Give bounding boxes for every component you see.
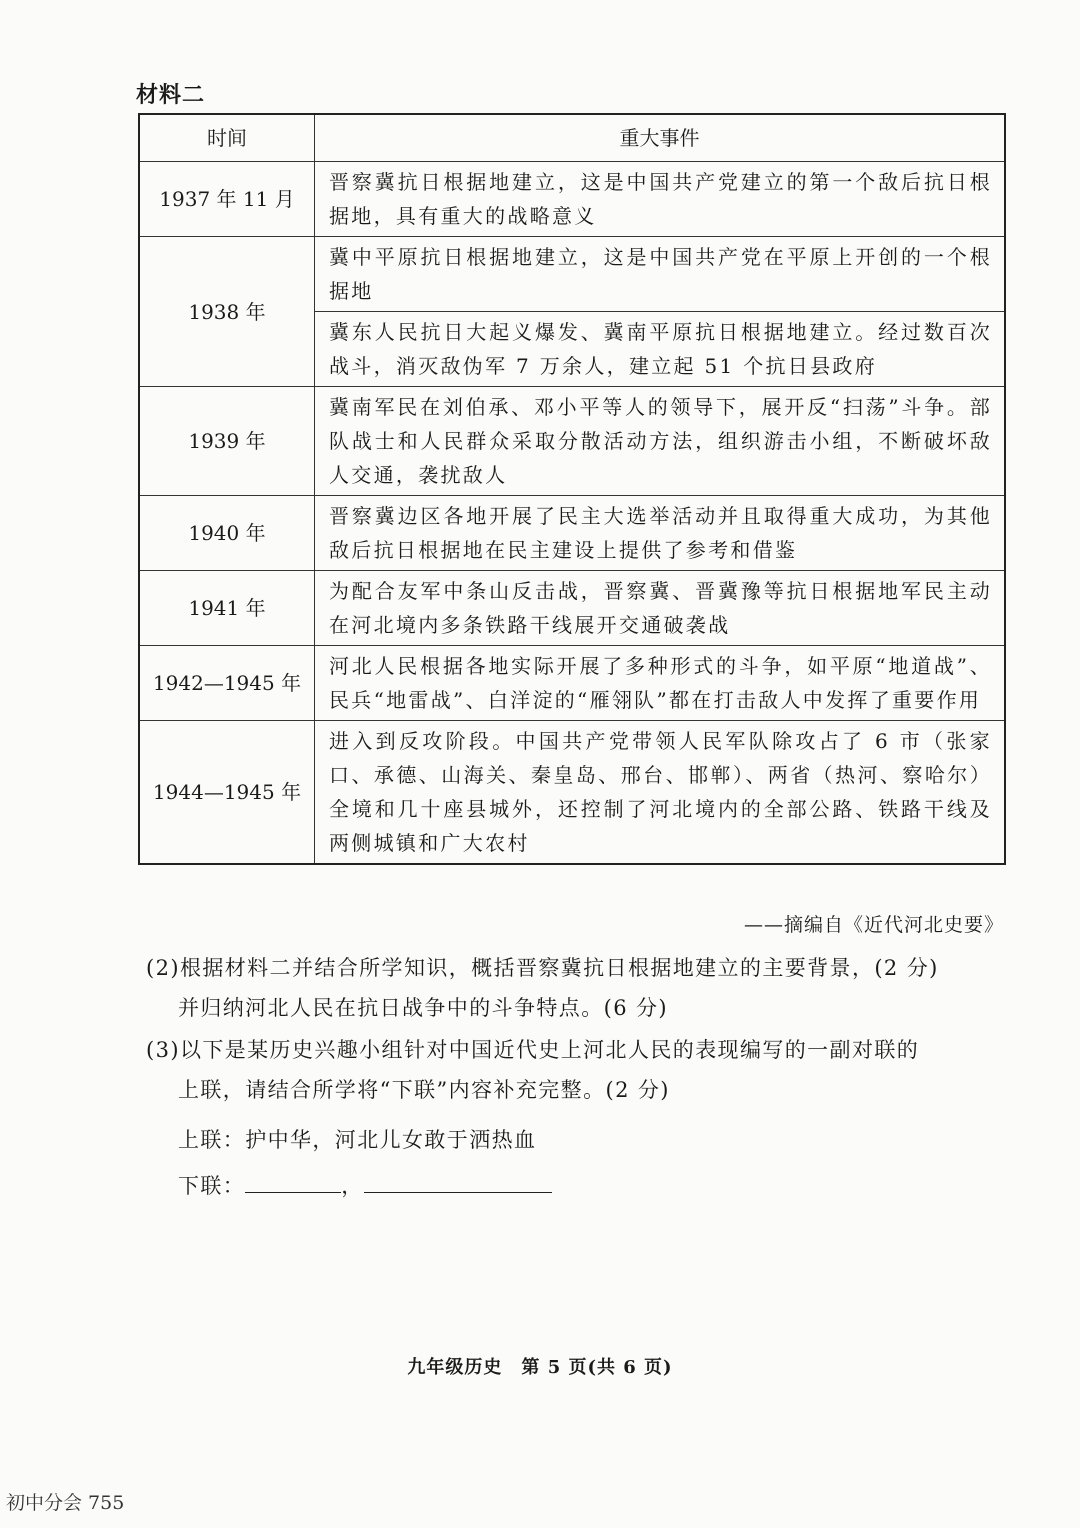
- question-2: [146, 948, 1004, 1028]
- event-cell: 河北人民根据各地实际开展了多种形式的斗争，如平原“地道战”、民兵“地雷战”、白洋淀的“雁翎队”都在打击敌人中发挥了重要作用: [315, 646, 1006, 721]
- time-cell: 1942—1945 年: [139, 646, 315, 721]
- event-cell: 为配合友军中条山反击战，晋察冀、晋冀豫等抗日根据地军民主动在河北境内多条铁路干线展开交通破袭战: [315, 571, 1006, 646]
- table-row: [139, 387, 1005, 496]
- question-3: [146, 1030, 1004, 1110]
- couplet-lower: [178, 1170, 552, 1200]
- page-footer: 九年级历史 第 5 页(共 6 页): [407, 1357, 673, 1378]
- couplet-upper: 上联：护中华，河北儿女敢于洒热血: [178, 1128, 537, 1152]
- source-citation: ——摘编自《近代河北史要》: [743, 914, 1004, 936]
- watermark-text: 初中分会 755: [6, 1492, 125, 1514]
- event-cell: 晋察冀抗日根据地建立，这是中国共产党建立的第一个敌后抗日根据地，具有重大的战略意义: [315, 162, 1006, 237]
- events-table: [138, 113, 1006, 865]
- event-cell: 晋察冀边区各地开展了民主大选举活动并且取得重大成功，为其他敌后抗日根据地在民主建设上提供了参考和借鉴: [315, 496, 1006, 571]
- answer-blank-2[interactable]: [364, 1170, 552, 1193]
- table-row: [139, 721, 1005, 865]
- section-title: 材料二: [136, 83, 206, 108]
- time-cell: 1938 年: [139, 237, 315, 387]
- table-row: [139, 496, 1005, 571]
- event-cell: 冀中平原抗日根据地建立，这是中国共产党在平原上开创的一个根据地: [315, 237, 1006, 312]
- table-row: [139, 237, 1005, 312]
- answer-blank-1[interactable]: [245, 1170, 341, 1193]
- couplet-lower-label: 下联：: [178, 1174, 246, 1198]
- table-row: [139, 162, 1005, 237]
- header-time: 时间: [139, 114, 315, 162]
- time-cell: 1939 年: [139, 387, 315, 496]
- question-2-line-1: (2)根据材料二并结合所学知识，概括晋察冀抗日根据地建立的主要背景，(2 分): [146, 956, 939, 980]
- time-cell: 1944—1945 年: [139, 721, 315, 865]
- table-row: [139, 646, 1005, 721]
- event-cell: 冀东人民抗日大起义爆发、冀南平原抗日根据地建立。经过数百次战斗，消灭敌伪军 7 万余人，建立起 51 个抗日县政府: [315, 312, 1006, 387]
- question-3-line-2: 上联，请结合所学将“下联”内容补充完整。(2 分): [178, 1078, 670, 1102]
- couplet-comma: ，: [341, 1174, 364, 1198]
- table-row: [139, 571, 1005, 646]
- table-header-row: [139, 114, 1005, 162]
- time-cell: 1937 年 11 月: [139, 162, 315, 237]
- question-3-line-1: (3)以下是某历史兴趣小组针对中国近代史上河北人民的表现编写的一副对联的: [146, 1038, 920, 1062]
- event-cell: 进入到反攻阶段。中国共产党带领人民军队除攻占了 6 市（张家口、承德、山海关、秦皇岛、邢台、邯郸）、两省（热河、察哈尔）全境和几十座县城外，还控制了河北境内的全部公路、铁路干线及两侧城镇和广大农村: [315, 721, 1006, 865]
- event-cell: 冀南军民在刘伯承、邓小平等人的领导下，展开反“扫荡”斗争。部队战士和人民群众采取分散活动方法，组织游击小组，不断破坏敌人交通，袭扰敌人: [315, 387, 1006, 496]
- question-2-line-2: 并归纳河北人民在抗日战争中的斗争特点。(6 分): [178, 996, 669, 1020]
- time-cell: 1940 年: [139, 496, 315, 571]
- time-cell: 1941 年: [139, 571, 315, 646]
- header-event: 重大事件: [315, 114, 1006, 162]
